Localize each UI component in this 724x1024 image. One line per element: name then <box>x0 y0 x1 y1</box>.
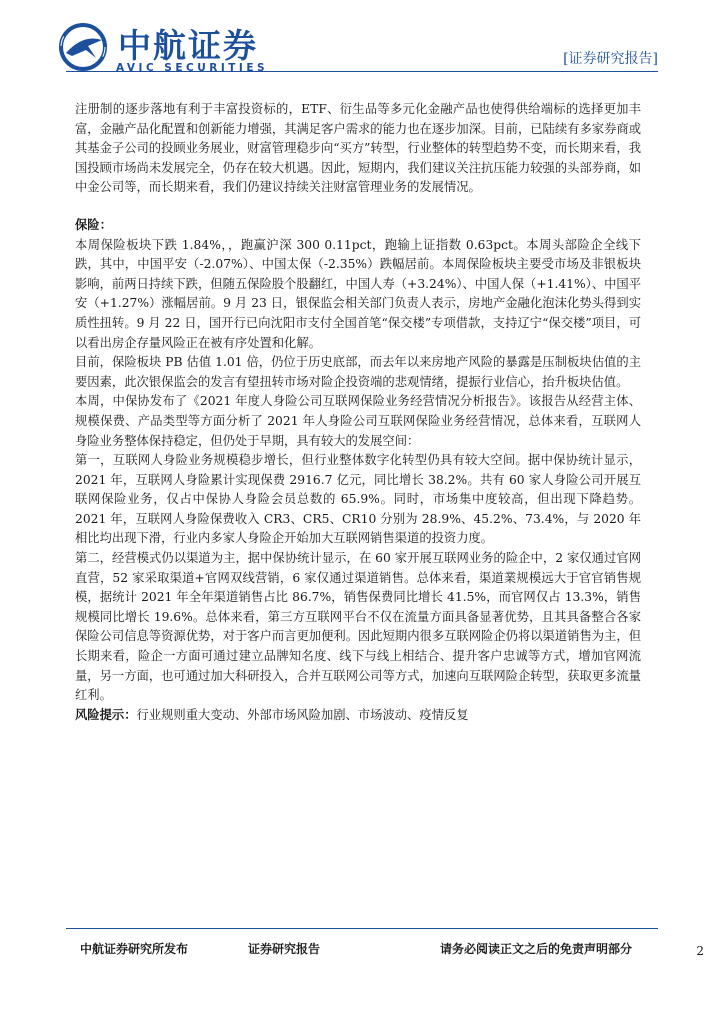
insurance-paragraph: 本周保险板块下跌 1.84%，，跑赢沪深 300 0.11pct，跑输上证指数 0.63pct。本周头部险企全线下跌，其中，中国平安（-2.07%）、中国太保（-2.35%）跌幅居前。本周保险板块主要受市场及非银板块影响，前两日持续下跌，但随五保险股个股翻红，中国人寿（+3.24%）、中国人保（+1.41%）、中国平安（+1.27%）涨幅居前。9 月 23 日，银保监会相关部门负责人表示，房地产金融化泡沫化势头得到实质性扭转。9 月 22 日，国开行已向沈阳市支付全国首笔“保交楼”专项借款，支持辽宁“保交楼”项目，可以看出房企存量风险正在被有序处置和化解。 <box>75 237 642 350</box>
intro-paragraph: 注册制的逐步落地有利于丰富投资标的，ETF、衍生品等多元化金融产品也使得供给端标的选择更加丰富，金融产品化配置和创新能力增强，其满足客户需求的能力也在逐步加深。目前，已陆续有多家券商或其基金子公司的投顾业务展业，财富管理稳步向“买方”转型，行业整体的转型趋势不变，而长期来看，我国投顾市场尚未发展完全，仍存在较大机遇。因此，短期内，我们建议关注抗压能力较强的头部券商，如中金公司等，而长期来看，我们仍建议持续关注财富管理业务的发展情况。 <box>75 102 641 195</box>
risk-warning <box>75 706 641 726</box>
logo-chinese-name: 中航证券 <box>118 26 258 65</box>
insurance-paragraph: 第一，互联网人身险业务规模稳步增长，但行业整体数字化转型仍具有较大空间。据中保协统计显示，2021 年，互联网人身险累计实现保费 2916.7 亿元，同比增长 38.2%。共有 60 家人身险公司开展互联网保险业务，仅占中保协人身险会员总数的 65.9%。同时，市场集中度较高，但出现下降趋势。2021 年，互联网人身险保费收入 CR3、CR5、CR10 分别为 28.9%、45.2%、73.4%，与 2020 年相比均出现下滑，行业内多家人身险企开始加大互联网销售渠道的投资力度。 <box>75 453 641 546</box>
risk-warning-label: 风险提示： <box>75 707 137 722</box>
logo-english-name: AVIC SECURITIES <box>116 62 269 74</box>
header-divider <box>66 71 658 72</box>
report-type-tag: [证券研究报告] <box>563 51 658 67</box>
footer-disclaimer: 请务必阅读正文之后的免责声明部分 <box>440 942 633 956</box>
insurance-paragraph: 本周，中保协发布了《2021 年度人身险公司互联网保险业务经营情况分析报告》。该报告从经营主体、规模保费、产品类型等方面分析了 2021 年人身险公司互联网保险业务经营情况，总体来看，互联网人身险业务整体保持稳定，但仍处于早期，具有较大的发展空间： <box>75 394 641 448</box>
footer-divider <box>66 928 658 929</box>
report-body <box>75 100 641 725</box>
risk-warning-text: 行业规则重大变动、外部市场风险加剧、市场波动、疫情反复 <box>136 707 469 722</box>
section-title-insurance: 保险： <box>75 217 112 232</box>
avic-logo-icon <box>58 22 108 72</box>
page-number: 2 <box>696 944 704 958</box>
insurance-paragraph: 第二，经营模式仍以渠道为主，据中保协统计显示，在 60 家开展互联网业务的险企中，2 家仅通过官网直营，52 家采取渠道+官网双线营销，6 家仅通过渠道销售。总体来看，渠道業规模远大于官官销售规模，据统计 2021 年全年渠道销售占比 86.7%，销售保费同比增长 41.5%，而官网仅占 13.3%，销售规模同比增长 19.6%。总体来看，第三方互联网平台不仅在流量方面具备显著优势，且其具备整合各家保险公司信息等资源优势，对于客户而言更加便利。因此短期内很多互联网险企仍将以渠道销售为主，但长期来看，险企一方面可通过建立品牌知名度、线下与线上相结合、提升客户忠诚等方式，增加官网流量，另一方面，也可通过加大科研投入，合并互联网公司等方式，加速向互联网险企转型，获取更多流量红利。 <box>75 551 641 703</box>
footer-report-name: 证券研究报告 <box>248 942 321 956</box>
insurance-paragraph: 目前，保险板块 PB 估值 1.01 倍，仍位于历史底部，而去年以来房地产风险的暴露是压制板块估值的主要因素，此次银保监会的发言有望扭转市场对险企投资端的悲观情绪，提振行业信心，抬升板块估值。 <box>75 355 641 389</box>
footer-publisher: 中航证券研究所发布 <box>80 942 189 956</box>
company-logo <box>58 20 269 82</box>
page-header <box>0 0 724 100</box>
